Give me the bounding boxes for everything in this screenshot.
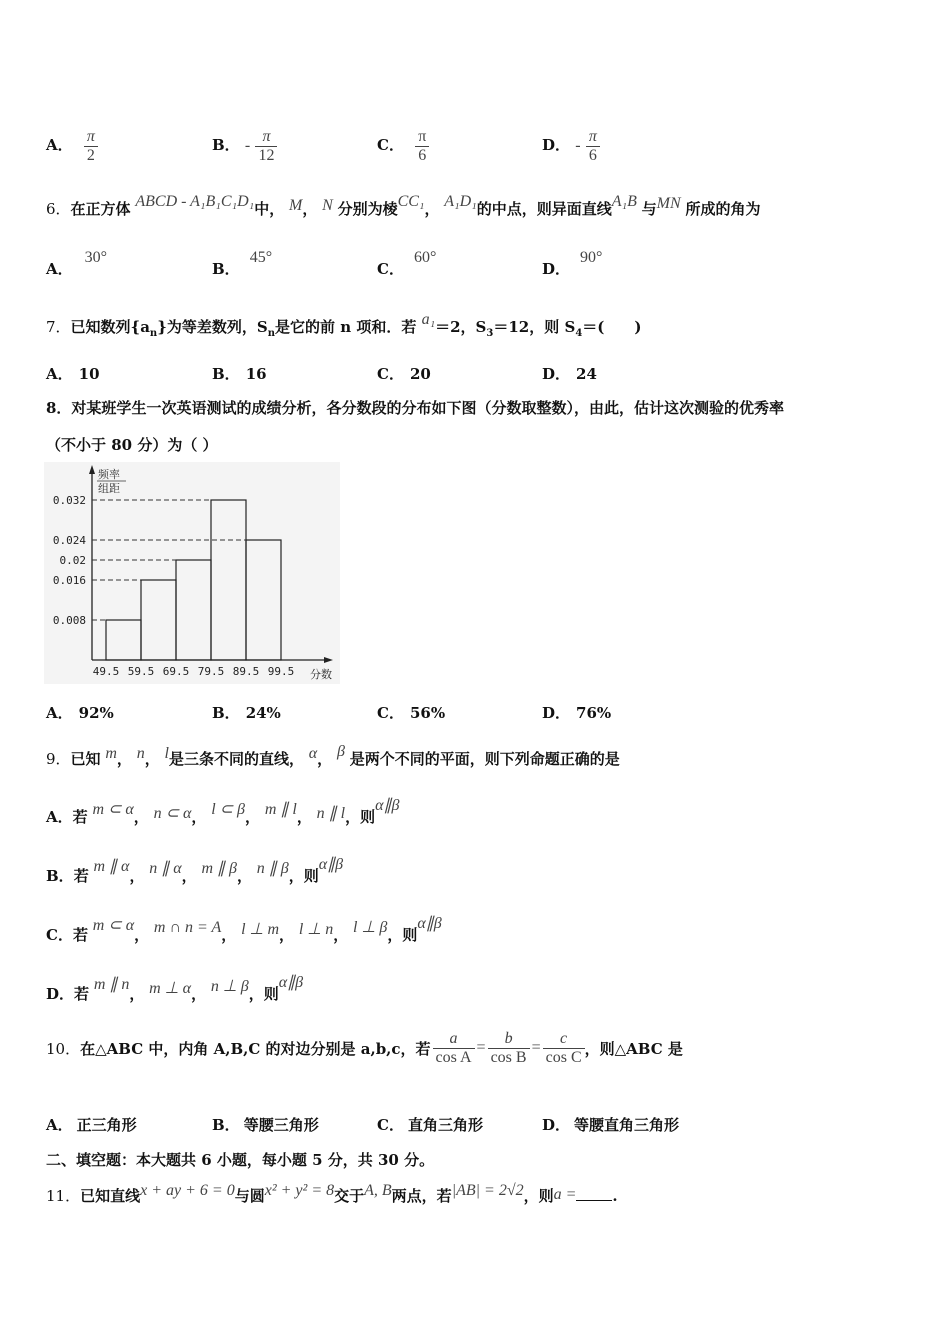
q7-text-4: ＝2，S bbox=[435, 318, 487, 336]
option-value: 76% bbox=[576, 704, 612, 722]
q9-stem bbox=[46, 743, 620, 769]
x-axis-label: 分数 bbox=[310, 668, 332, 681]
q7-option-d bbox=[542, 363, 597, 384]
option-label: B． bbox=[212, 1116, 240, 1134]
q6-cc1: CC₁ bbox=[397, 193, 425, 210]
equals: = bbox=[531, 1039, 541, 1057]
option-label: A． bbox=[46, 1116, 73, 1134]
q9-l: l bbox=[164, 745, 169, 762]
cond: m ∥ l bbox=[264, 801, 297, 818]
q8-line-1: 8．对某班学生一次英语测试的成绩分析，各分数段的分布如下图（分数取整数），由此，估计这次测验的优秀率 bbox=[46, 399, 784, 417]
option-value: 92% bbox=[78, 704, 114, 722]
q5-option-b-label: B． bbox=[212, 136, 240, 155]
q7-text-1: 已知数列{a bbox=[70, 318, 150, 336]
q9-beta: β bbox=[336, 743, 345, 760]
q8-option-b bbox=[212, 702, 281, 723]
q11-circle-eq: x² + y² = 8 bbox=[264, 1182, 335, 1199]
q10-number: 10． bbox=[46, 1039, 81, 1058]
option-value: 60° bbox=[413, 249, 437, 266]
conclusion: α∥β bbox=[375, 797, 400, 814]
y-tick-label: 0.02 bbox=[59, 554, 86, 567]
q6-option-b bbox=[212, 249, 273, 279]
q5-option-a-label: A． bbox=[46, 136, 73, 155]
q11-stem bbox=[46, 1182, 618, 1206]
frac-den: cos A bbox=[433, 1048, 475, 1067]
option-label: D． bbox=[542, 260, 571, 278]
q6-text-1: 在正方体 bbox=[70, 200, 131, 218]
option-value: 90° bbox=[580, 249, 603, 266]
q9-option-c: C．若 m ⊂ α， m ∩ n = A， l ⊥ m， l ⊥ n， l ⊥ β，则α∥β bbox=[46, 915, 442, 944]
q7-option-c bbox=[377, 363, 431, 384]
q6-sep2: ， bbox=[424, 200, 440, 218]
x-tick-label: 79.5 bbox=[197, 665, 225, 678]
option-value: 56% bbox=[409, 704, 446, 722]
q11-ab: A, B bbox=[364, 1182, 392, 1199]
q10-frac-c bbox=[543, 1030, 585, 1066]
option-ruo: 若 bbox=[73, 867, 89, 885]
frac-den: 6 bbox=[415, 146, 429, 165]
q8-option-d bbox=[542, 702, 611, 723]
q5-option-c-label: C． bbox=[377, 136, 404, 155]
frac-den: cos B bbox=[488, 1048, 530, 1067]
option-label: C． bbox=[377, 260, 404, 278]
q6-mn: MN bbox=[656, 195, 681, 212]
q7-text-2: }为等差数列，S bbox=[157, 318, 268, 336]
conclusion: α∥β bbox=[278, 974, 304, 991]
cond: n ∥ α bbox=[149, 860, 182, 877]
cond: m ⊂ α bbox=[92, 801, 134, 818]
option-label: C． bbox=[377, 365, 404, 383]
q5-option-b-frac bbox=[255, 128, 277, 164]
q9-sep: ， bbox=[116, 750, 132, 768]
option-value: 16 bbox=[245, 365, 267, 383]
x-tick-label: 49.5 bbox=[92, 665, 120, 678]
q7-sub-1: n bbox=[149, 328, 158, 339]
q6-option-d bbox=[542, 249, 603, 279]
option-label: C． bbox=[377, 704, 404, 722]
option-ze: ，则 bbox=[345, 808, 376, 826]
answer-blank[interactable] bbox=[576, 1186, 612, 1201]
q6-a1b: A₁B bbox=[611, 193, 637, 210]
q9-n: n bbox=[136, 745, 145, 762]
option-ze: ，则 bbox=[288, 867, 319, 885]
q6-text-6: 所成的角为 bbox=[685, 200, 761, 218]
q5-option-d-label: D． bbox=[542, 136, 571, 155]
q6-number: 6． bbox=[46, 200, 71, 218]
frac-den: 12 bbox=[255, 146, 277, 165]
q6-n: N bbox=[322, 197, 333, 214]
option-value: 45° bbox=[249, 249, 273, 266]
q10-text-2: ，则△ABC 是 bbox=[584, 1039, 683, 1058]
option-label: A． bbox=[46, 260, 73, 278]
chart-background bbox=[44, 462, 340, 684]
cond: l ⊥ n bbox=[298, 921, 334, 938]
y-tick-label: 0.008 bbox=[52, 614, 86, 627]
cond: m ∩ n = A bbox=[153, 919, 222, 936]
cond: m ∥ β bbox=[201, 860, 237, 877]
q7-number: 7． bbox=[46, 318, 71, 336]
q10-frac-a bbox=[433, 1030, 475, 1066]
q7-a1: a₁ bbox=[421, 311, 436, 328]
q7-text-5: ＝12，则 S bbox=[493, 318, 576, 336]
q5-option-a bbox=[46, 128, 98, 164]
y-tick-label: 0.016 bbox=[52, 574, 86, 587]
option-label: B． bbox=[212, 704, 240, 722]
q11-text-2: 与圆 bbox=[234, 1187, 265, 1205]
frac-num: π bbox=[418, 128, 427, 145]
q6-stem bbox=[46, 193, 761, 219]
section-2-heading: 二、填空题：本大题共 6 小题，每小题 5 分，共 30 分。 bbox=[46, 1151, 435, 1169]
cond: m ∥ α bbox=[93, 858, 130, 875]
q5-option-d bbox=[542, 128, 600, 164]
q6-option-c bbox=[377, 249, 437, 279]
q9-sep: ， bbox=[317, 750, 333, 768]
q9-option-b: B．若 m ∥ α， n ∥ α， m ∥ β， n ∥ β，则α∥β bbox=[46, 856, 344, 885]
frac-num: b bbox=[504, 1030, 513, 1047]
q6-a1d1: A₁D₁ bbox=[444, 193, 477, 210]
option-label: A． bbox=[46, 704, 73, 722]
option-ruo: 若 bbox=[72, 808, 88, 826]
q5-option-a-frac bbox=[84, 128, 98, 164]
histogram-chart bbox=[44, 462, 340, 684]
option-label: D． bbox=[46, 985, 75, 1003]
cond: n ∥ β bbox=[256, 860, 289, 877]
cond: l ⊥ β bbox=[353, 919, 388, 936]
q11-number: 11． bbox=[46, 1187, 81, 1205]
option-label: D． bbox=[542, 365, 571, 383]
option-label: B． bbox=[212, 260, 240, 278]
q10-option-b bbox=[212, 1114, 319, 1135]
frac-den: 6 bbox=[586, 146, 600, 165]
option-ze: ，则 bbox=[387, 926, 418, 944]
x-tick-label: 89.5 bbox=[232, 665, 260, 678]
cond: l ⊂ β bbox=[211, 801, 246, 818]
q5-option-b bbox=[212, 128, 277, 164]
y-tick-label: 0.032 bbox=[52, 494, 86, 507]
frac-num: π bbox=[262, 128, 271, 145]
q9-text-3: 是两个不同的平面，则下列命题正确的是 bbox=[349, 750, 620, 768]
option-label: D． bbox=[542, 704, 571, 722]
frac-num: a bbox=[449, 1030, 458, 1047]
x-tick-label: 69.5 bbox=[162, 665, 190, 678]
option-value: 等腰直角三角形 bbox=[574, 1116, 680, 1134]
q10-option-d bbox=[542, 1114, 679, 1135]
q10-text-1: 在△ABC 中，内角 A,B,C 的对边分别是 a,b,c，若 bbox=[80, 1039, 431, 1058]
q11-text-5: ，则 bbox=[523, 1187, 554, 1205]
q11-abs: |AB| = 2√2 bbox=[451, 1182, 524, 1199]
option-label: A． bbox=[46, 808, 73, 826]
option-label: B． bbox=[212, 365, 240, 383]
conclusion: α∥β bbox=[318, 856, 344, 873]
q11-period: . bbox=[612, 1187, 618, 1205]
option-label: C． bbox=[46, 926, 73, 944]
y-tick-label: 0.024 bbox=[52, 534, 86, 547]
frac-den: 2 bbox=[84, 146, 98, 165]
cond: l ⊥ m bbox=[241, 921, 280, 938]
q11-text-4: 两点，若 bbox=[391, 1187, 452, 1205]
q7-option-b bbox=[212, 363, 267, 384]
option-label: D． bbox=[542, 1116, 571, 1134]
q7-sub-2: n bbox=[267, 328, 275, 339]
q9-option-a: A．若 m ⊂ α， n ⊂ α， l ⊂ β， m ∥ l， n ∥ l，则α∥β bbox=[46, 797, 400, 826]
q9-text-2: 是三条不同的直线， bbox=[168, 750, 304, 768]
q9-m: m bbox=[105, 745, 117, 762]
q6-text-3: 分别为棱 bbox=[337, 200, 398, 218]
option-value: 20 bbox=[409, 365, 431, 383]
q7-stem bbox=[46, 311, 642, 339]
cond: m ⊥ α bbox=[149, 980, 192, 997]
q11-text-1: 已知直线 bbox=[80, 1187, 141, 1205]
option-value: 24 bbox=[576, 365, 597, 383]
frac-num: c bbox=[560, 1030, 568, 1047]
frac-num: π bbox=[588, 128, 597, 145]
q5-option-d-sign: - bbox=[575, 137, 581, 155]
q10-stem bbox=[46, 1030, 683, 1066]
q7-text-3: 是它的前 n 项和．若 bbox=[274, 318, 417, 336]
q8-line-2: （不小于 80 分）为（ ） bbox=[46, 436, 218, 454]
q11-line-eq: x + ay + 6 = 0 bbox=[140, 1182, 235, 1199]
q5-option-c bbox=[377, 128, 429, 164]
q5-option-d-frac bbox=[586, 128, 600, 164]
q9-alpha: α bbox=[308, 745, 318, 762]
q6-m: M bbox=[288, 197, 303, 214]
option-ruo: 若 bbox=[74, 985, 90, 1003]
q9-sep: ， bbox=[144, 750, 160, 768]
cond: n ⊥ β bbox=[210, 978, 249, 995]
cond: n ∥ l bbox=[316, 805, 346, 822]
q9-option-d: D．若 m ∥ n， m ⊥ α， n ⊥ β，则α∥β bbox=[46, 974, 304, 1003]
option-ze: ，则 bbox=[248, 985, 279, 1003]
q9-text-1: 已知 bbox=[70, 750, 101, 768]
q6-option-a bbox=[46, 249, 108, 279]
conclusion: α∥β bbox=[417, 915, 442, 932]
x-tick-label: 99.5 bbox=[267, 665, 295, 678]
q9-number: 9． bbox=[46, 750, 71, 768]
q5-option-b-sign: - bbox=[244, 137, 251, 155]
q11-text-3: 交于 bbox=[334, 1187, 365, 1205]
option-value: 等腰三角形 bbox=[243, 1116, 319, 1134]
q7-text-6: ＝( ) bbox=[582, 318, 642, 336]
frac-den: cos C bbox=[543, 1048, 585, 1067]
cond: m ⊂ α bbox=[92, 917, 135, 934]
q6-text-4: 的中点，则异面直线 bbox=[476, 200, 612, 218]
cond: m ∥ n bbox=[93, 976, 130, 993]
y-label-bottom: 组距 bbox=[98, 482, 120, 495]
q8-option-a bbox=[46, 702, 114, 723]
q10-option-a bbox=[46, 1114, 137, 1135]
option-label: B． bbox=[46, 867, 74, 885]
x-tick-label: 59.5 bbox=[127, 665, 155, 678]
option-ruo: 若 bbox=[72, 926, 88, 944]
q10-frac-b bbox=[488, 1030, 530, 1066]
option-value: 正三角形 bbox=[76, 1116, 137, 1134]
q10-option-c bbox=[377, 1114, 483, 1135]
frac-num: π bbox=[86, 128, 95, 145]
option-label: C． bbox=[377, 1116, 404, 1134]
q7-sub-4: 3 bbox=[486, 328, 494, 339]
q6-text-5: 与 bbox=[641, 200, 657, 218]
option-value: 10 bbox=[78, 365, 100, 383]
q7-sub-5: 4 bbox=[575, 328, 583, 339]
option-value: 直角三角形 bbox=[407, 1116, 483, 1134]
q7-option-a bbox=[46, 363, 100, 384]
q5-option-c-frac bbox=[415, 128, 429, 164]
q8-option-c bbox=[377, 702, 445, 723]
equals: = bbox=[476, 1039, 486, 1057]
q11-a: a = bbox=[553, 1186, 577, 1203]
q6-cube: ABCD - A₁B₁C₁D₁ bbox=[135, 193, 255, 210]
option-value: 24% bbox=[245, 704, 281, 722]
cond: n ⊂ α bbox=[153, 805, 192, 822]
q6-sep: ， bbox=[302, 200, 318, 218]
q6-text-2: 中， bbox=[254, 200, 285, 218]
y-label-top: 频率 bbox=[98, 468, 120, 481]
option-label: A． bbox=[46, 365, 73, 383]
option-value: 30° bbox=[84, 249, 108, 266]
